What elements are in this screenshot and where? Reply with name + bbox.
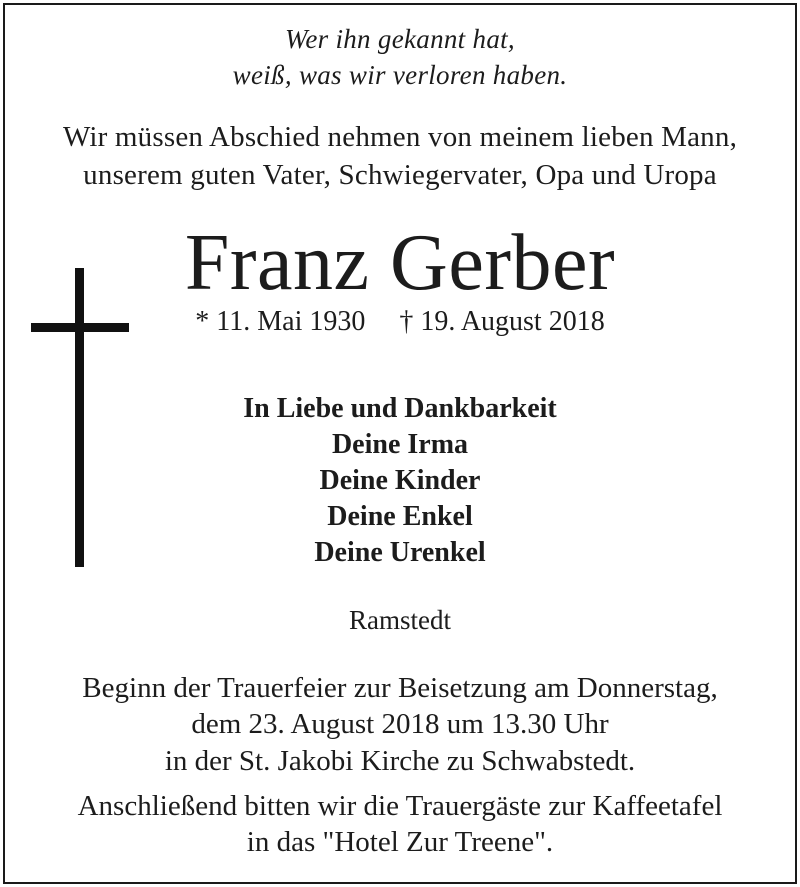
service-line-1: Beginn der Trauerfeier zur Beisetzung am Donnerstag, <box>82 672 718 704</box>
service-line-2: dem 23. August 2018 um 13.30 Uhr <box>191 708 609 740</box>
place-name: Ramstedt <box>349 605 451 635</box>
signer-line-5: Deine Urenkel <box>314 537 486 568</box>
intro-line-1: Wir müssen Abschied nehmen von meinem lieben Mann, <box>62 121 738 153</box>
signer-line-3: Deine Kinder <box>319 465 481 496</box>
reception-line-2: in das "Hotel Zur Treene". <box>246 826 554 858</box>
intro-line-2: unserem guten Vater, Schwiegervater, Opa und Uropa <box>83 159 717 191</box>
reception-line-1: Anschließend bitten wir die Trauergäste zur Kaffeetafel <box>77 790 723 822</box>
deceased-name: Franz Gerber <box>184 219 616 307</box>
signer-line-2: Deine Irma <box>331 429 469 460</box>
signer-line-4: Deine Enkel <box>327 501 473 532</box>
motto-line-1: Wer ihn gekannt hat, <box>285 24 515 54</box>
service-line-3: in der St. Jakobi Kirche zu Schwabstedt. <box>164 745 636 777</box>
life-dates <box>0 306 800 338</box>
birth-date: * 11. Mai 1930 <box>195 306 366 337</box>
death-date: † 19. August 2018 <box>399 306 605 337</box>
motto-line-2: weiß, was wir verloren haben. <box>232 60 568 90</box>
signer-line-1: In Liebe und Dankbarkeit <box>243 393 557 424</box>
